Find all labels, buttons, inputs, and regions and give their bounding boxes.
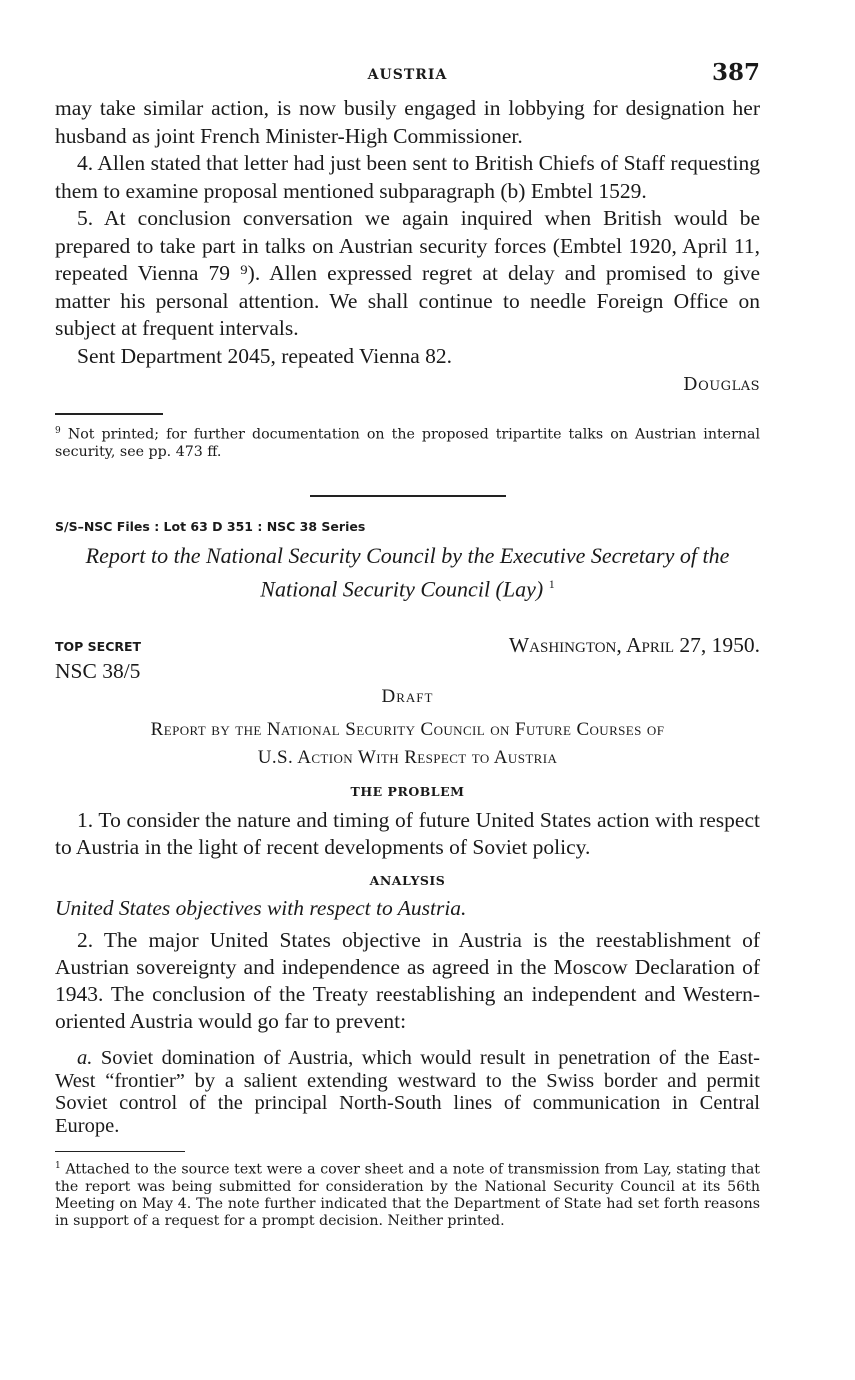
objectives-heading: United States objectives with respect to Austria. (55, 896, 467, 921)
telegram-continuation (55, 95, 760, 370)
classification: TOP SECRET (55, 639, 142, 655)
footnote-rule (55, 413, 163, 415)
footnote-1-marker: 1 (55, 1161, 61, 1172)
problem-heading: THE PROBLEM (350, 784, 465, 800)
report-heading-line-1: Report by the National Security Council on Future Courses of (150, 719, 665, 741)
title-footnote-marker: 1 (548, 576, 555, 591)
footnote-9 (55, 423, 760, 461)
footnote-1-text: Attached to the source text were a cover sheet and a note of transmission from Lay, stating that the report was being submitted for consideration by the National Security Council at its 56th Meeting on May 4. The note further indicated that the Department of State had set forth reasons in support of a request for a prompt decision. Neither printed. (55, 1161, 761, 1229)
sent-line: Sent Department 2045, repeated Vienna 82. (77, 343, 453, 368)
footnote-marker: 9 (55, 426, 61, 436)
page-number: 387 (711, 59, 760, 86)
signature: Douglas (683, 374, 760, 395)
report-heading (55, 716, 760, 772)
objectives-paragraph: 2. The major United States objective in Austria is the reestablishment of Austrian sovereignty and independence as agreed in the Moscow Declaration of 1943. The conclusion of the Treaty reestablishing an independent and Western-oriented Austria would go far to prevent: (55, 928, 760, 1034)
running-title: AUSTRIA (367, 67, 448, 83)
item-a-text: Soviet domination of Austria, which would result in penetration of the East-West “frontier” by a salient extending westward to the Swiss border and permit Soviet control of the principal North-South lines of communication in Central Europe. (55, 1047, 761, 1137)
item-a (55, 1047, 760, 1137)
source-citation: S/S–NSC Files : Lot 63 D 351 : NSC 38 Series (55, 518, 366, 534)
paragraph-5: 5. At conclusion conversation we again inquired when British would be prepared to take part in talks on Austrian security forces (Embtel 1920, April 11, repeated Vienna 79 ⁹). Allen expressed regret at delay and promised to give matter his personal attention. We shall continue to needle Foreign Office on subject at frequent intervals. (55, 206, 760, 340)
item-a-label: a. (77, 1047, 93, 1070)
document-title (55, 542, 760, 603)
document-title-text: Report to the National Security Council by the Executive Secretary of the National Security Council (Lay) (85, 542, 730, 602)
document-page (55, 55, 760, 1230)
report-heading-line-2: U.S. Action With Respect to Austria (257, 747, 558, 769)
footnote-1 (55, 1158, 760, 1230)
analysis-heading: ANALYSIS (369, 873, 446, 889)
section-divider (310, 495, 506, 497)
footnote-rule-2 (55, 1151, 185, 1152)
document-number: NSC 38/5 (55, 659, 141, 684)
place-date: Washington, April 27, 1950. (508, 633, 760, 658)
problem-paragraph: 1. To consider the nature and timing of future United States action with respect to Austria in the light of recent developments of Soviet policy. (55, 808, 760, 860)
classification-row (55, 633, 760, 659)
footnote-text: Not printed; for further documentation on the proposed tripartite talks on Austrian internal security, see pp. 473 ff. (55, 426, 760, 460)
paragraph-continued: may take similar action, is now busily engaged in lobbying for designation her husband as joint French Minister-High Commissioner. (55, 96, 760, 148)
page-header (55, 55, 760, 95)
paragraph-4: 4. Allen stated that letter had just been sent to British Chiefs of Staff requesting them to examine proposal mentioned subparagraph (b) Embtel 1529. (55, 151, 760, 203)
draft-label: Draft (381, 686, 434, 708)
